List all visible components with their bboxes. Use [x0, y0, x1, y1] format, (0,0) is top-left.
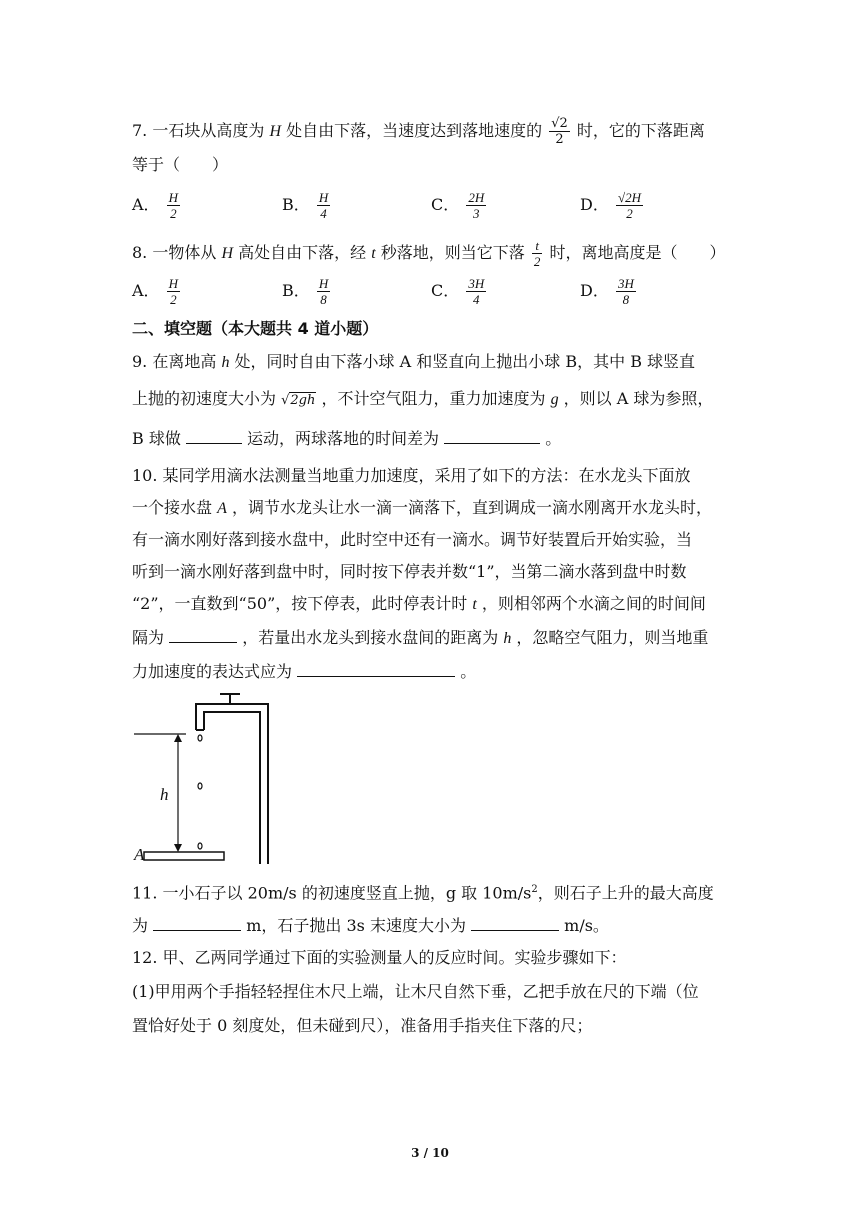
label-A: A — [134, 845, 145, 864]
water-plate — [144, 852, 224, 860]
q8-option-d[interactable]: D． $\frac{3H}{8}$ — [580, 276, 634, 307]
faucet-diagram — [130, 688, 280, 868]
q12-line-3: 置恰好处于 0 刻度处，但未碰到尺），准备用手指夹住下落的尺； — [132, 1016, 593, 1035]
var-H: H — [269, 123, 282, 140]
q10-line-5: “2”，一直数到“50”，按下停表，此时停表计时 t ，则相邻两个水滴之间的时间间 — [132, 594, 706, 613]
q10-line-3: 有一滴水刚好落到接水盘中，此时空中还有一滴水。调节好装置后开始实验，当 — [132, 530, 693, 549]
q10-line-1: 10. 某同学用滴水法测量当地重力加速度，采用了如下的方法：在水龙头下面放 — [132, 466, 691, 485]
section-heading: 二、填空题（本大题共 4 道小题） — [132, 319, 379, 338]
q10-line-6: 隔为 ，若量出水龙头到接水盘间的距离为 h ，忽略空气阻力，则当地重 — [132, 628, 709, 647]
q7-line-1: 7. 一石块从高度为 H 处自由下落，当速度达到落地速度的 $\frac{√2}{2}$ 时，它的下落距离 — [132, 116, 705, 147]
answer-blank[interactable] — [186, 427, 242, 444]
q8-option-c[interactable]: C． $\frac{3H}{4}$ — [431, 276, 485, 307]
q11-line-2: 为 m，石子抛出 3s 末速度大小为 m/s。 — [132, 916, 609, 935]
q8-fraction: $\frac{t}{2}$ — [533, 238, 541, 269]
q9-line-1: 9. 在离地高 h 处，同时自由下落小球 A 和竖直向上抛出小球 B，其中 B 球竖直 — [132, 352, 696, 371]
q7-line-2: 等于（ ） — [132, 155, 229, 174]
answer-blank[interactable] — [169, 626, 237, 643]
answer-blank[interactable] — [471, 914, 559, 931]
answer-blank[interactable] — [153, 914, 241, 931]
q7-fraction: $\frac{√2}{2}$ — [551, 116, 568, 147]
q7-option-c[interactable]: C． $\frac{2H}{3}$ — [431, 190, 485, 221]
q8-option-b[interactable]: B． $\frac{H}{8}$ — [282, 276, 329, 307]
q8-option-a[interactable]: A． $\frac{H}{2}$ — [132, 276, 179, 307]
q7-option-b[interactable]: B． $\frac{H}{4}$ — [282, 190, 329, 221]
q9-line-2: 上抛的初速度大小为 √2gh ，不计空气阻力，重力加速度为 g ，则以 A 球为参照， — [132, 389, 713, 411]
q7-option-a[interactable]: A． $\frac{H}{2}$ — [132, 190, 179, 221]
q8-line-1: 8. 一物体从 H 高处自由下落，经 t 秒落地，则当它下落 $\frac{t}{2}$ 时，离地高度是（ ） — [132, 238, 726, 269]
faucet-pipe — [196, 704, 268, 864]
q9-line-3: B 球做 运动，两球落地的时间差为 。 — [132, 429, 562, 448]
q12-line-2: (1)甲用两个手指轻轻捏住木尺上端，让木尺自然下垂，乙把手放在尺的下端（位 — [132, 982, 699, 1001]
page-number: 3 / 10 — [411, 1146, 449, 1160]
label-h: h — [160, 785, 169, 804]
q11-line-1: 11. 一小石子以 20m/s 的初速度竖直上抛，g 取 $10m/s^2$，则石子上升的最大高度 — [132, 883, 714, 903]
q10-line-2: 一个接水盘 A ，调节水龙头让水一滴一滴落下，直到调成一滴水刚离开水龙头时， — [132, 498, 712, 517]
q10-line-4: 听到一滴水刚好落到盘中时，同时按下停表并数“1”，当第二滴水落到盘中时数 — [132, 562, 687, 581]
q7-option-d[interactable]: D． $\frac{√2H}{2}$ — [580, 190, 641, 221]
sqrt-expression: √2gh — [281, 393, 316, 408]
water-drop — [198, 783, 202, 789]
answer-blank[interactable] — [297, 660, 455, 677]
water-drop — [198, 735, 202, 741]
answer-blank[interactable] — [444, 427, 540, 444]
q10-line-7: 力加速度的表达式应为 。 — [132, 662, 477, 681]
q12-line-1: 12. 甲、乙两同学通过下面的实验测量人的反应时间。实验步骤如下： — [132, 948, 627, 967]
water-drop — [198, 843, 202, 849]
